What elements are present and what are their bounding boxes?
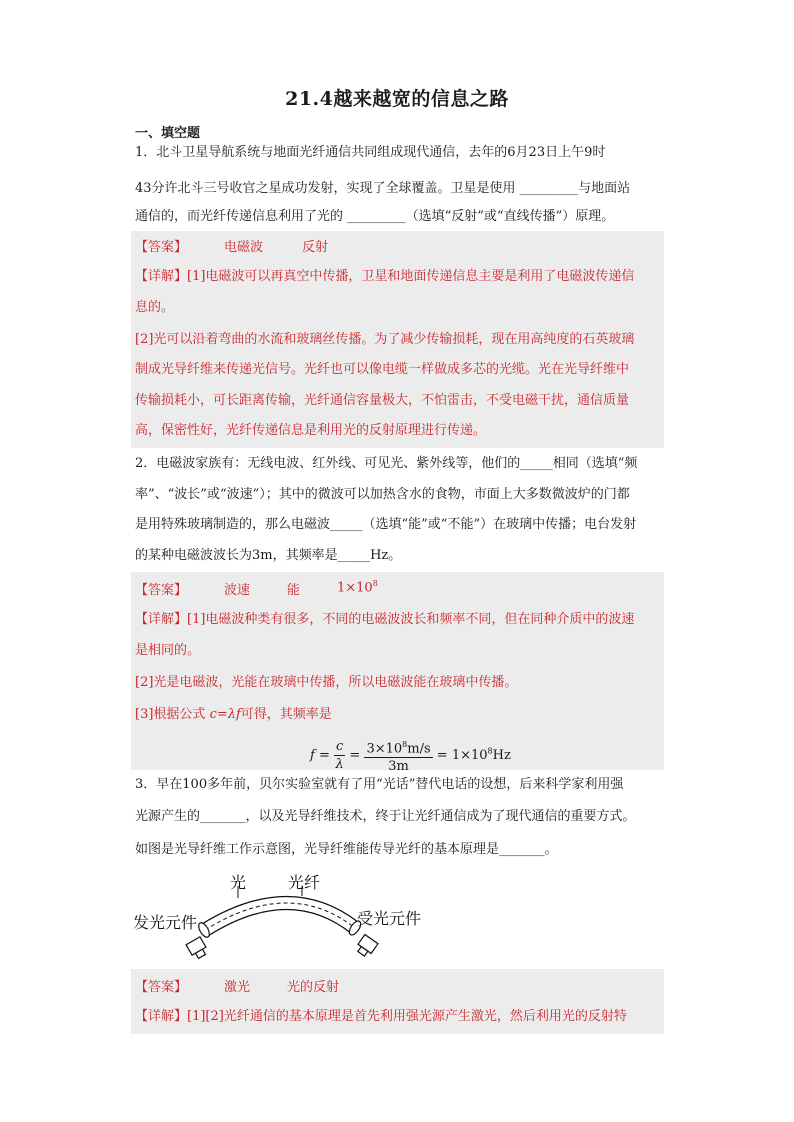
q1-answer-1: 电磁波 <box>224 240 264 255</box>
q1-answer-label: 【答案】 <box>135 240 188 255</box>
q1-detail-line-1 <box>135 268 634 286</box>
q1-detail-text-1: [1]电磁波可以再真空中传播，卫星和地面传递信息主要是利用了电磁波传递信 <box>187 269 635 284</box>
formula-f2-numerator <box>364 736 432 758</box>
formula-f2-denominator: 3m <box>388 759 409 775</box>
q3-detail-label: 【详解】 <box>135 1009 188 1024</box>
formula-f1-numerator: c <box>335 739 344 755</box>
q2-answer-1: 波速 <box>224 583 251 598</box>
q2-detail-text-4a: [3]根据公式 <box>135 707 210 722</box>
q2-detail-text-1: [1]电磁波种类有很多，不同的电磁波波长和频率不同，但在同种介质中的波速 <box>187 612 635 627</box>
formula-rhs-b: Hz <box>492 748 511 764</box>
q2-answer-label: 【答案】 <box>135 583 188 598</box>
formula-rhs <box>437 748 511 763</box>
q3-line-3: 如图是光导纤维工作示意图，光导纤维能传导光纤的基本原理是_______。 <box>135 842 558 857</box>
formula-rhs-a: = 1×10 <box>436 748 488 764</box>
formula-equals: = <box>349 748 361 764</box>
formula-fraction-2 <box>364 736 432 775</box>
q2-detail-label: 【详解】 <box>135 612 188 627</box>
q2-detail-line-3: [2]光是电磁波，光能在玻璃中传播，所以电磁波能在玻璃中传播。 <box>135 675 518 690</box>
page-title: 21.4越来越宽的信息之路 <box>285 88 509 110</box>
q2-answer-3 <box>337 579 378 595</box>
q3-answer-1: 激光 <box>224 980 251 995</box>
q1-line-2: 43分许北斗三号收官之星成功发射，实现了全球覆盖。卫星是使用 _________与地面站 <box>135 181 631 196</box>
q1-detail-line-3: [2]光可以沿着弯曲的水流和玻璃丝传播。为了减少传输损耗，现在用高纯度的石英玻璃 <box>135 332 635 347</box>
diagram-label-emitter: 发光元件 <box>133 913 198 932</box>
q3-answer-label: 【答案】 <box>135 980 188 995</box>
q3-line-2: 光源产生的_______，以及光导纤维技术，终于让光纤通信成为了现代通信的重要方式。 <box>135 809 636 824</box>
q1-detail-label: 【详解】 <box>135 269 188 284</box>
q3-line-1: 3．早在100多年前，贝尔实验室就有了用“光话”替代电话的设想，后来科学家利用强 <box>135 777 624 792</box>
receiver-device-icon <box>355 934 378 958</box>
q3-detail-text-1: [1][2]光纤通信的基本原理是首先利用强光源产生激光，然后利用光的反射特 <box>187 1009 627 1024</box>
q1-detail-line-2: 息的。 <box>135 300 175 315</box>
q3-answer-2: 光的反射 <box>287 980 340 995</box>
q2-line-3: 是用特殊玻璃制造的，那么电磁波_____（选填“能”或“不能”）在玻璃中传播；电台发射 <box>135 517 637 532</box>
formula-lhs: f = <box>310 748 330 764</box>
q3-detail-line-1 <box>135 1008 627 1026</box>
q2-detail-line-4 <box>135 706 332 724</box>
q2-line-2: 率”、“波长”或“波速”）；其中的微波可以加热含水的食物，市面上大多数微波炉的门都 <box>135 487 630 502</box>
formula-f1-denominator: λ <box>335 757 344 773</box>
q1-detail-line-4: 制成光导纤维来传递光信号。光纤也可以像电缆一样做成多芯的光缆。光在光导纤维中 <box>135 362 630 377</box>
q1-line-3: 通信的，而光纤传递信息利用了光的 _________（选填“反射”或“直线传播”）原理。 <box>135 209 615 224</box>
diagram-label-light: 光 <box>230 873 247 892</box>
fiber-left-end <box>197 921 212 939</box>
formula-f2-num-exp: 8 <box>402 740 408 749</box>
fiber-outer-bottom <box>208 909 352 936</box>
formula-rhs-exp: 8 <box>487 746 493 756</box>
q2-detail-line-2: 是相同的。 <box>135 643 201 658</box>
q2-line-4: 的某种电磁波波长为3m，其频率是_____Hz。 <box>135 548 402 563</box>
formula-f2-num-a: 3×10 <box>366 741 403 757</box>
q1-line-1: 1．北斗卫星导航系统与地面光纤通信共同组成现代通信，去年的6月23日上午9时 <box>135 145 606 160</box>
formula-f2-num-b: m/s <box>407 741 431 757</box>
q2-detail-line-1 <box>135 611 634 629</box>
diagram-label-receiver: 受光元件 <box>357 909 422 928</box>
q1-detail-line-5: 传输损耗小，可长距离传输，光纤通信容量极大，不怕雷击，不受电磁干扰，通信质量 <box>135 393 630 408</box>
q1-detail-line-6: 高，保密性好，光纤传递信息是利用光的反射原理进行传递。 <box>135 423 487 438</box>
q2-answer-3-exp: 8 <box>372 579 378 588</box>
formula-fraction-1 <box>334 738 345 773</box>
emitter-device-icon <box>186 937 209 961</box>
q2-detail-text-4b: 可得，其频率是 <box>240 707 332 722</box>
q2-formula-inline: c=λf <box>209 707 241 722</box>
q2-answer-2: 能 <box>287 583 301 598</box>
diagram-label-fiber: 光纤 <box>288 873 321 892</box>
q2-line-1: 2．电磁波家族有：无线电波、红外线、可见光、紫外线等，他们的_____相同（选填“频 <box>135 456 638 471</box>
frequency-formula <box>310 736 511 775</box>
q1-answer-2: 反射 <box>302 240 329 255</box>
q2-answer-3-base: 1×10 <box>337 580 373 596</box>
section-heading: 一、填空题 <box>135 126 201 141</box>
